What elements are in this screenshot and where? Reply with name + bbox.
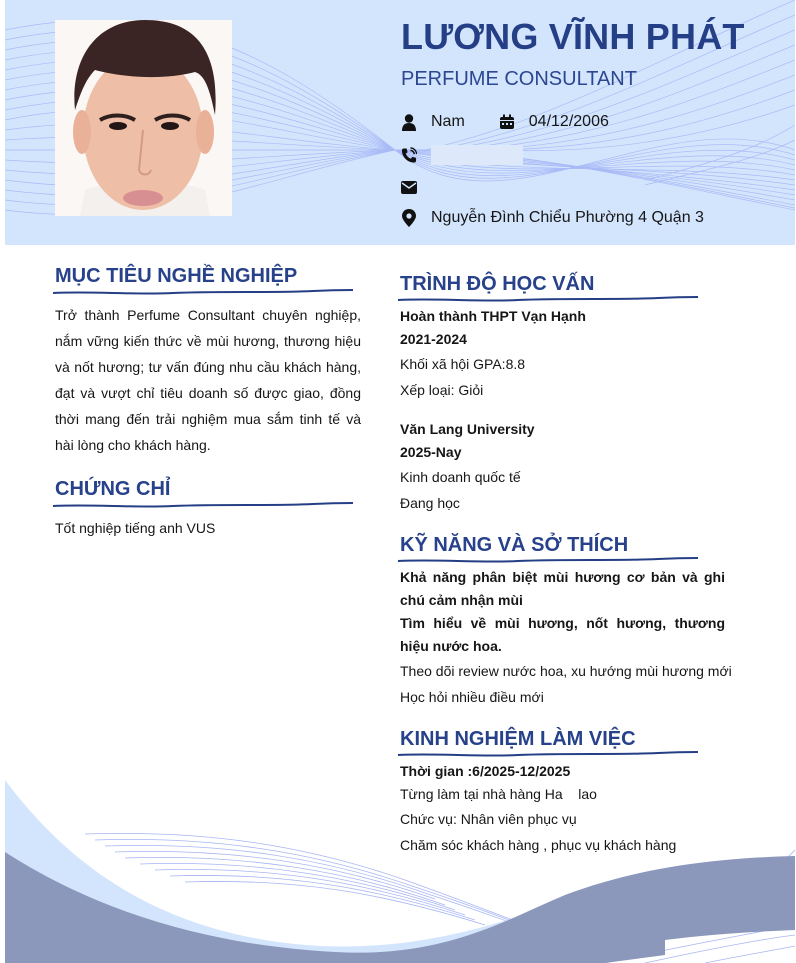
heading-underline (53, 287, 353, 297)
phone-icon (401, 146, 417, 164)
experience-period: Thời gian :6/2025-12/2025 (400, 763, 571, 779)
skills-heading: KỸ NĂNG VÀ SỞ THÍCH (400, 534, 629, 556)
birthdate-value: 04/12/2006 (528, 113, 609, 130)
skill-item: Khả năng phân biệt mùi hương cơ bản và ghi chú cảm nhận mùi (400, 569, 725, 608)
cv-header (5, 0, 795, 245)
job-title: PERFUME CONSULTANT (401, 68, 637, 90)
education-heading: TRÌNH ĐỘ HỌC VẤN (400, 273, 595, 295)
certificate-item: Tốt nghiệp tiếng anh VUS (55, 520, 216, 536)
experience-duties: Chăm sóc khách hàng , phục vụ khách hàng (400, 837, 677, 853)
experience-position: Chức vụ: Nhân viên phục vụ (400, 811, 577, 827)
cv-page (5, 0, 795, 963)
gender-birthdate-row (401, 113, 609, 131)
education-detail: Khối xã hội GPA:8.8 (400, 356, 526, 372)
person-icon (401, 113, 417, 131)
objective-heading: MỤC TIÊU NGHỀ NGHIỆP (55, 265, 298, 287)
gender-value: Nam (431, 113, 465, 130)
calendar-icon (499, 113, 515, 131)
experience-heading: KINH NGHIỆM LÀM VIỆC (400, 728, 636, 750)
certificates-heading: CHỨNG CHỈ (55, 478, 171, 500)
education-detail: Kinh doanh quốc tế (400, 469, 521, 485)
phone-row (401, 145, 523, 165)
portrait-image (55, 20, 232, 216)
email-row (401, 178, 431, 196)
objective-text: Trở thành Perfume Consultant chuyên nghiệp, nắm vững kiến thức về mùi hương, thương hiệu và nốt hương; tư vấn đúng nhu cầu khách hàng, đạt và vượt chỉ tiêu doanh số được giao, đồng thời mang đến trải nghiệm mua sắm tinh tế và hài lòng cho khách hàng. (55, 307, 361, 453)
location-pin-icon (401, 209, 417, 227)
education-period: 2021-2024 (400, 331, 467, 347)
experience-workplace: Từng làm tại nhà hàng Ha lao (400, 786, 597, 802)
education-detail: Đang học (400, 495, 460, 511)
education-detail: Xếp loại: Giỏi (400, 382, 484, 398)
heading-underline (398, 555, 698, 565)
decorative-footer-waves (5, 760, 795, 963)
hobby-item: Học hỏi nhiều điều mới (400, 689, 544, 705)
profile-photo (55, 20, 232, 216)
phone-value (431, 145, 523, 165)
address-value: Nguyễn Đình Chiểu Phường 4 Quận 3 (431, 209, 704, 226)
skill-item: Tìm hiểu về mùi hương, nốt hương, thương hiệu nước hoa. (400, 615, 725, 654)
heading-underline (53, 500, 353, 510)
heading-underline (398, 749, 698, 759)
address-row (401, 209, 704, 227)
education-school: Văn Lang University (400, 421, 535, 437)
candidate-name: LƯƠNG VĨNH PHÁT (401, 16, 745, 57)
hobby-item: Theo dõi review nước hoa, xu hướng mùi hương mới (400, 663, 732, 679)
heading-underline (398, 294, 698, 304)
education-school: Hoàn thành THPT Vạn Hạnh (400, 308, 586, 324)
email-icon (401, 178, 417, 196)
education-period: 2025-Nay (400, 444, 462, 460)
